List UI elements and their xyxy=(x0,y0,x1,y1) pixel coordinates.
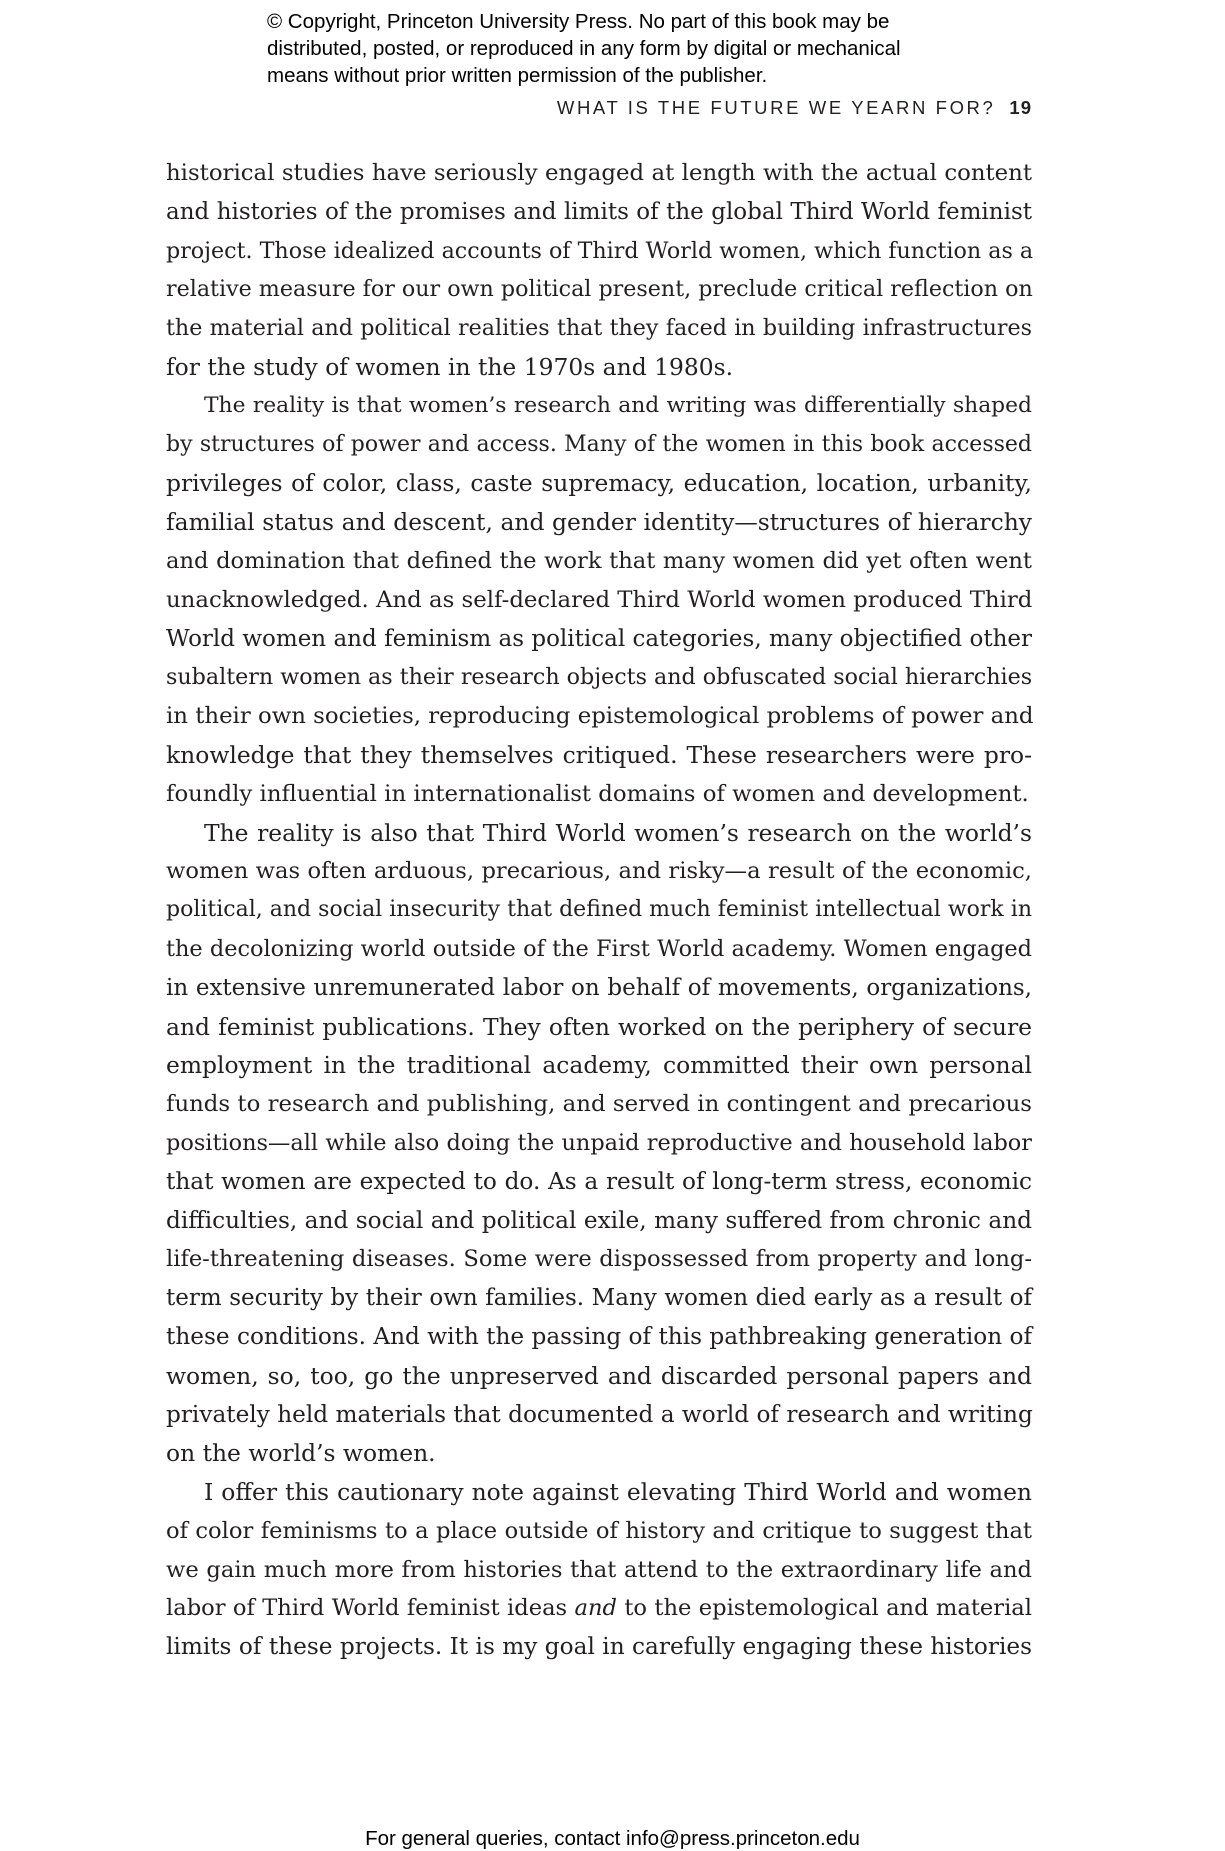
footer-contact: For general queries, contact info@press.princeton.edu xyxy=(365,1827,860,1850)
text-line: I offer this cautionary note against elevating Third World and women xyxy=(204,1478,1032,1507)
text-line: World women and feminism as political categories, many objectified other xyxy=(166,625,1032,652)
text-line: and feminist publications. They often worked on the periphery of secure xyxy=(166,1012,1032,1041)
text-line: in their own societies, reproducing epistemological problems of power and xyxy=(166,703,1034,730)
paragraph-3 xyxy=(166,814,1032,1474)
running-head-title: WHAT IS THE FUTURE WE YEARN FOR? xyxy=(556,97,996,118)
text-line: relative measure for our own political present, preclude critical reflection on xyxy=(166,276,1033,303)
text-line: these conditions. And with the passing of this pathbreaking generation of xyxy=(166,1322,1033,1350)
body-text xyxy=(166,154,1032,1667)
paragraph-4 xyxy=(166,1473,1032,1667)
text-line: familial status and descent, and gender identity—structures of hierarchy xyxy=(166,508,1032,537)
paragraph-1 xyxy=(166,154,1032,387)
text-line: of color feminisms to a place outside of history and critique to suggest that xyxy=(166,1517,1032,1544)
text-line: in extensive unremunerated labor on behalf of movements, organizations, xyxy=(166,974,1032,1001)
text-line: knowledge that they themselves critiqued. These researchers were pro- xyxy=(166,740,1032,769)
text-line: historical studies have seriously engaged at length with the actual content xyxy=(166,160,1032,186)
copyright-line: distributed, posted, or reproduced in any form by digital or mechanical xyxy=(267,37,901,60)
text-line: difficulties, and social and political exile, many suffered from chronic and xyxy=(166,1206,1032,1234)
running-head xyxy=(500,96,1032,120)
text-line: political, and social insecurity that defined much feminist intellectual work in xyxy=(166,897,1032,923)
copyright-notice xyxy=(267,8,1027,89)
text-line: privileges of color, class, caste supremacy, education, location, urbanity, xyxy=(166,469,1032,498)
text-line: life-threatening diseases. Some were dispossessed from property and long- xyxy=(166,1246,1032,1273)
text-fragment: to the epistemological and material xyxy=(617,1595,1032,1622)
text-line: the material and political realities that they faced in building infrastructures xyxy=(166,315,1032,342)
text-fragment: labor of Third World feminist ideas xyxy=(166,1595,575,1622)
text-line: and domination that defined the work that many women did yet often went xyxy=(166,547,1032,574)
text-line: women, so, too, go the unpreserved and discarded personal papers and xyxy=(166,1361,1032,1390)
text-line: The reality is that women’s research and writing was differentially shaped xyxy=(204,392,1032,418)
text-line: positions—all while also doing the unpaid reproductive and household labor xyxy=(166,1129,1032,1156)
text-line: on the world’s women. xyxy=(166,1439,436,1468)
text-line: term security by their own families. Many women died early as a result of xyxy=(166,1285,1032,1312)
text-line-with-emphasis xyxy=(166,1589,1032,1628)
text-line: foundly influential in internationalist domains of women and development. xyxy=(166,780,1029,807)
text-line: the decolonizing world outside of the First World academy. Women engaged xyxy=(166,935,1032,962)
text-line: by structures of power and access. Many of the women in this book accessed xyxy=(166,431,1032,457)
copyright-line: means without prior written permission of the publisher. xyxy=(267,64,768,87)
copyright-line: © Copyright, Princeton University Press. No part of this book may be xyxy=(267,10,890,33)
text-line: limits of these projects. It is my goal in carefully engaging these histories xyxy=(166,1633,1032,1661)
page-number: 19 xyxy=(1009,97,1032,118)
text-line: unacknowledged. And as self-declared Third World women produced Third xyxy=(166,586,1033,613)
text-line: project. Those idealized accounts of Third World women, which function as a xyxy=(166,237,1034,264)
text-line: we gain much more from histories that attend to the extraordinary life and xyxy=(166,1556,1032,1583)
text-line: for the study of women in the 1970s and 1980s. xyxy=(166,352,734,381)
text-line: funds to research and publishing, and served in contingent and precarious xyxy=(166,1091,1032,1118)
text-line: women was often arduous, precarious, and risky—a result of the economic, xyxy=(166,858,1032,885)
text-line: employment in the traditional academy, committed their own personal xyxy=(166,1051,1032,1080)
paragraph-2 xyxy=(166,387,1032,814)
emphasized-word: and xyxy=(574,1595,617,1622)
text-line: and histories of the promises and limits of the global Third World feminist xyxy=(166,198,1032,225)
text-line: subaltern women as their research objects and obfuscated social hierarchies xyxy=(166,664,1033,691)
text-line: The reality is also that Third World women’s research on the world’s xyxy=(204,818,1032,847)
text-line: that women are expected to do. As a result of long-term stress, economic xyxy=(166,1167,1032,1195)
text-line: privately held materials that documented a world of research and writing xyxy=(166,1400,1033,1428)
